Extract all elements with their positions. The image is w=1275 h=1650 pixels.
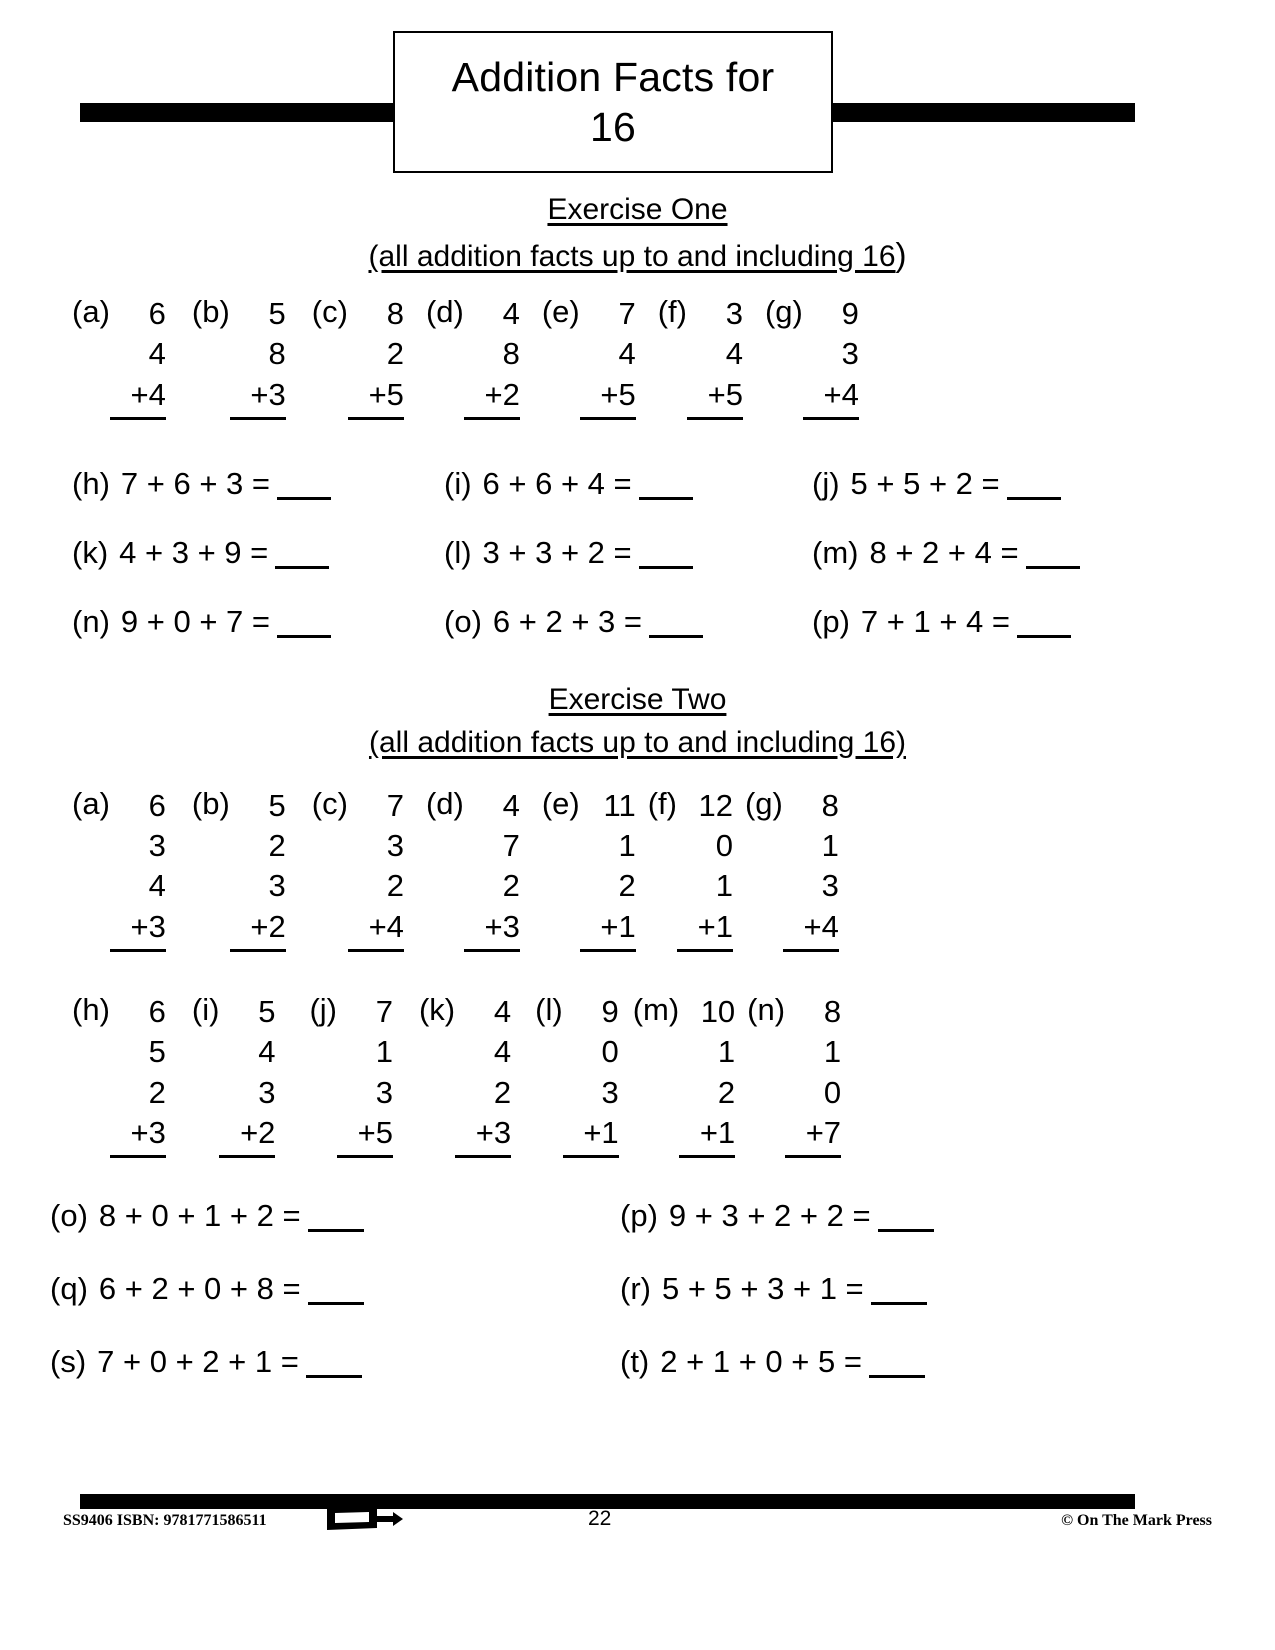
equation-item xyxy=(50,1198,620,1234)
addend-last: +1 xyxy=(679,1113,735,1158)
addend-last: +7 xyxy=(785,1113,841,1158)
answer-blank[interactable] xyxy=(1026,566,1080,569)
problem-label: (k) xyxy=(72,534,109,570)
answer-blank[interactable] xyxy=(308,1229,364,1232)
vertical-problem xyxy=(745,786,839,952)
equation-item xyxy=(620,1198,934,1234)
vertical-problem xyxy=(426,786,520,952)
addend: 4 xyxy=(725,336,743,372)
equation-expression: 7 + 1 + 4 = xyxy=(860,603,1010,639)
problem-addends xyxy=(230,294,286,420)
problem-addends xyxy=(783,786,839,952)
problem-label: (n) xyxy=(747,992,786,1028)
problem-label: (d) xyxy=(425,294,464,329)
addend: 9 xyxy=(841,296,859,331)
title-line-2: 16 xyxy=(589,104,636,150)
addend-last: +2 xyxy=(464,375,520,420)
footer-isbn: SS9406 ISBN: 9781771586511 xyxy=(63,1512,267,1529)
answer-blank[interactable] xyxy=(1017,635,1071,638)
problem-addends xyxy=(563,992,619,1158)
vertical-problem xyxy=(192,786,286,952)
addend: 5 xyxy=(258,994,276,1030)
problem-label: (j) xyxy=(812,465,840,501)
addend: 3 xyxy=(268,868,286,904)
addend: 7 xyxy=(375,994,393,1030)
addend: 4 xyxy=(493,1034,512,1070)
equation-expression: 7 + 6 + 3 = xyxy=(120,465,270,501)
equation-item xyxy=(620,1344,925,1380)
exercise-one-subheading xyxy=(0,238,1275,272)
addend-last: +3 xyxy=(464,907,520,952)
equation-expression: 3 + 3 + 2 = xyxy=(482,534,632,570)
equation-row xyxy=(0,603,1275,639)
exercise-two-heading xyxy=(0,682,1275,716)
addend: 4 xyxy=(502,787,520,823)
vertical-problem xyxy=(192,294,286,420)
problem-label: (h) xyxy=(72,992,110,1028)
addend: 10 xyxy=(700,994,736,1030)
addend: 3 xyxy=(386,828,404,864)
addend: 8 xyxy=(821,787,839,823)
addend: 4 xyxy=(148,868,166,904)
equation-row xyxy=(0,465,1275,501)
addend-last: +5 xyxy=(687,375,743,420)
vertical-problem xyxy=(312,786,404,952)
addend-last: +1 xyxy=(677,907,733,952)
addend: 0 xyxy=(823,1074,842,1110)
problem-label: (g) xyxy=(764,294,803,329)
addend-last: +4 xyxy=(803,375,859,420)
header-rule-left xyxy=(80,103,400,122)
addend: 3 xyxy=(841,336,859,372)
problem-label: (i) xyxy=(191,992,220,1028)
addend-last: +3 xyxy=(455,1113,511,1158)
exercise-one-subheading-label: (all addition facts up to and including 16 xyxy=(368,240,896,273)
addend: 11 xyxy=(603,787,636,823)
addend-last: +5 xyxy=(337,1113,393,1158)
equation-expression: 6 + 6 + 4 = xyxy=(482,465,632,501)
exercise-one-subheading-tail: ) xyxy=(895,236,907,273)
problem-label: (k) xyxy=(418,992,456,1028)
addend: 3 xyxy=(725,296,743,331)
equation-item xyxy=(72,534,444,570)
problem-addends xyxy=(580,786,636,952)
exercise-two-vertical-grid-2 xyxy=(0,992,1275,1158)
problem-label: (c) xyxy=(311,294,348,329)
problem-addends xyxy=(785,992,841,1158)
equation-item xyxy=(50,1344,620,1380)
addend-last: +1 xyxy=(563,1113,619,1158)
answer-blank[interactable] xyxy=(275,566,329,569)
problem-label: (a) xyxy=(72,294,110,329)
addend: 1 xyxy=(618,828,636,864)
addend: 4 xyxy=(148,336,166,372)
addend: 4 xyxy=(258,1034,276,1070)
equation-expression: 8 + 2 + 4 = xyxy=(869,534,1019,570)
equation-expression: 2 + 1 + 0 + 5 = xyxy=(660,1344,862,1380)
page-title xyxy=(452,52,775,152)
problem-label: (e) xyxy=(541,785,580,821)
equation-item xyxy=(72,603,444,639)
addend: 4 xyxy=(618,336,636,372)
vertical-problem xyxy=(192,992,276,1158)
equation-expression: 6 + 2 + 0 + 8 = xyxy=(98,1271,301,1307)
flag-arrow-icon xyxy=(325,1502,403,1536)
problem-addends xyxy=(230,786,286,952)
problem-label: (d) xyxy=(425,785,464,821)
exercise-two-subheading-label: (all addition facts up to and including 16) xyxy=(368,725,906,759)
equation-item xyxy=(444,465,812,501)
answer-blank[interactable] xyxy=(277,497,331,500)
equation-expression: 4 + 3 + 9 = xyxy=(119,534,269,570)
problem-label: (b) xyxy=(191,294,230,329)
header-rule-right xyxy=(830,103,1135,122)
equation-item xyxy=(812,465,1061,501)
addend-last: +5 xyxy=(580,375,636,420)
answer-blank[interactable] xyxy=(871,1302,927,1305)
equation-expression: 8 + 0 + 1 + 2 = xyxy=(98,1198,301,1234)
problem-label: (o) xyxy=(444,603,482,639)
addend-last: +3 xyxy=(230,375,286,420)
vertical-problem xyxy=(72,294,166,420)
problem-label: (l) xyxy=(444,534,472,570)
addend: 4 xyxy=(502,296,520,331)
vertical-problem xyxy=(72,992,166,1158)
addend: 1 xyxy=(715,868,733,904)
addend: 4 xyxy=(493,994,512,1030)
problem-label: (t) xyxy=(620,1344,650,1380)
addend: 5 xyxy=(268,787,286,823)
addend: 8 xyxy=(386,296,404,331)
problem-addends xyxy=(110,992,166,1158)
addend: 2 xyxy=(493,1074,512,1110)
addend: 1 xyxy=(821,828,839,864)
vertical-problem xyxy=(542,294,636,420)
problem-label: (a) xyxy=(72,785,110,821)
answer-blank[interactable] xyxy=(306,1375,362,1378)
addend: 1 xyxy=(375,1034,393,1070)
page-number: 22 xyxy=(588,1507,612,1530)
equation-row xyxy=(50,1344,1275,1380)
addend-last: +3 xyxy=(110,1113,166,1158)
exercise-one-heading xyxy=(0,195,1275,225)
vertical-problem xyxy=(419,992,511,1158)
addend: 2 xyxy=(386,336,404,372)
problem-addends xyxy=(110,786,166,952)
problem-label: (p) xyxy=(620,1198,658,1234)
page-header xyxy=(0,0,1275,195)
problem-label: (b) xyxy=(191,785,230,821)
problem-label: (i) xyxy=(444,465,472,501)
answer-blank[interactable] xyxy=(1007,497,1061,500)
addend: 2 xyxy=(618,868,636,904)
vertical-problem xyxy=(658,294,743,420)
answer-blank[interactable] xyxy=(649,635,703,638)
addend: 7 xyxy=(502,828,520,864)
addend: 2 xyxy=(502,868,520,904)
problem-label: (m) xyxy=(812,534,859,570)
addend: 2 xyxy=(268,828,286,864)
problem-label: (n) xyxy=(72,603,110,639)
addend: 12 xyxy=(698,787,733,823)
vertical-problem xyxy=(309,992,393,1158)
equation-item xyxy=(50,1271,620,1307)
addend-last: +2 xyxy=(219,1113,275,1158)
answer-blank[interactable] xyxy=(308,1302,364,1305)
problem-addends xyxy=(348,786,404,952)
addend: 1 xyxy=(823,1034,842,1070)
vertical-problem xyxy=(648,786,733,952)
addend: 3 xyxy=(601,1074,619,1110)
vertical-problem xyxy=(542,786,636,952)
problem-addends xyxy=(679,992,735,1158)
vertical-problem xyxy=(312,294,404,420)
addend-last: +4 xyxy=(110,375,166,420)
equation-expression: 7 + 0 + 2 + 1 = xyxy=(97,1344,299,1380)
addend-last: +3 xyxy=(110,907,166,952)
problem-label: (q) xyxy=(50,1271,88,1307)
equation-item xyxy=(444,534,812,570)
vertical-problem xyxy=(535,992,619,1158)
addend-last: +1 xyxy=(580,907,636,952)
problem-addends xyxy=(348,294,404,420)
problem-label: (h) xyxy=(72,465,110,501)
equation-row xyxy=(50,1198,1275,1234)
exercise-two-vertical-grid-1 xyxy=(0,786,1275,952)
problem-addends xyxy=(219,992,275,1158)
problem-label: (p) xyxy=(812,603,850,639)
addend: 8 xyxy=(268,336,286,372)
addend: 6 xyxy=(148,296,166,331)
equation-row xyxy=(0,534,1275,570)
addend: 2 xyxy=(386,868,404,904)
problem-label: (r) xyxy=(620,1271,651,1307)
answer-blank[interactable] xyxy=(878,1229,934,1232)
answer-blank[interactable] xyxy=(639,497,693,500)
equation-expression: 9 + 0 + 7 = xyxy=(120,603,270,639)
addend: 7 xyxy=(386,787,404,823)
problem-addends xyxy=(677,786,733,952)
problem-label: (g) xyxy=(744,785,783,821)
title-line-1: Addition Facts for xyxy=(451,53,775,100)
equation-row xyxy=(50,1271,1275,1307)
problem-label: (m) xyxy=(632,992,680,1028)
equation-item xyxy=(72,465,444,501)
vertical-problem xyxy=(765,294,859,420)
vertical-problem xyxy=(747,992,841,1158)
equation-item xyxy=(444,603,812,639)
addend: 8 xyxy=(823,994,842,1030)
equation-item xyxy=(812,534,1080,570)
equation-item xyxy=(620,1271,927,1307)
addend: 5 xyxy=(268,296,286,331)
addend: 2 xyxy=(717,1074,736,1110)
addend: 1 xyxy=(717,1034,736,1070)
addend-last: +4 xyxy=(348,907,404,952)
problem-label: (o) xyxy=(50,1198,88,1234)
problem-label: (c) xyxy=(311,785,348,821)
equation-expression: 9 + 3 + 2 + 2 = xyxy=(668,1198,871,1234)
addend: 3 xyxy=(258,1074,276,1110)
problem-addends xyxy=(110,294,166,420)
vertical-problem xyxy=(633,992,735,1158)
problem-label: (f) xyxy=(657,294,687,329)
addend: 5 xyxy=(148,1034,166,1070)
vertical-problem xyxy=(72,786,166,952)
answer-blank[interactable] xyxy=(639,566,693,569)
title-box xyxy=(393,31,833,173)
answer-blank[interactable] xyxy=(869,1375,925,1378)
problem-addends xyxy=(337,992,393,1158)
equation-expression: 5 + 5 + 3 + 1 = xyxy=(661,1271,864,1307)
equation-expression: 5 + 5 + 2 = xyxy=(850,465,1000,501)
exercise-one-horizontal-rows xyxy=(0,465,1275,639)
problem-addends xyxy=(455,992,511,1158)
problem-addends xyxy=(464,786,520,952)
problem-label: (l) xyxy=(535,992,563,1028)
exercise-two-horizontal-rows xyxy=(0,1198,1275,1380)
equation-item xyxy=(812,603,1071,639)
addend: 6 xyxy=(148,787,166,823)
addend: 3 xyxy=(148,828,166,864)
addend-last: +4 xyxy=(783,907,839,952)
answer-blank[interactable] xyxy=(277,635,331,638)
equation-expression: 6 + 2 + 3 = xyxy=(492,603,642,639)
addend: 3 xyxy=(375,1074,393,1110)
addend: 6 xyxy=(148,994,166,1030)
addend-last: +5 xyxy=(348,375,404,420)
problem-addends xyxy=(687,294,743,420)
exercise-two-heading-label: Exercise Two xyxy=(548,682,727,716)
addend: 3 xyxy=(821,868,839,904)
footer-copyright: © On The Mark Press xyxy=(1061,1512,1212,1529)
addend: 9 xyxy=(601,994,619,1030)
problem-addends xyxy=(464,294,520,420)
addend: 0 xyxy=(715,828,733,864)
problem-label: (f) xyxy=(647,785,677,821)
problem-label: (s) xyxy=(50,1344,87,1380)
addend: 0 xyxy=(601,1034,619,1070)
exercise-two-subheading xyxy=(0,725,1275,759)
problem-label: (e) xyxy=(541,294,580,329)
addend: 2 xyxy=(148,1074,166,1110)
addend: 8 xyxy=(502,336,520,372)
addend: 7 xyxy=(618,296,636,331)
exercise-one-heading-label: Exercise One xyxy=(547,193,728,226)
exercise-one-vertical-grid xyxy=(0,294,1275,420)
problem-addends xyxy=(580,294,636,420)
addend-last: +2 xyxy=(230,907,286,952)
vertical-problem xyxy=(426,294,520,420)
problem-label: (j) xyxy=(309,992,337,1028)
problem-addends xyxy=(803,294,859,420)
